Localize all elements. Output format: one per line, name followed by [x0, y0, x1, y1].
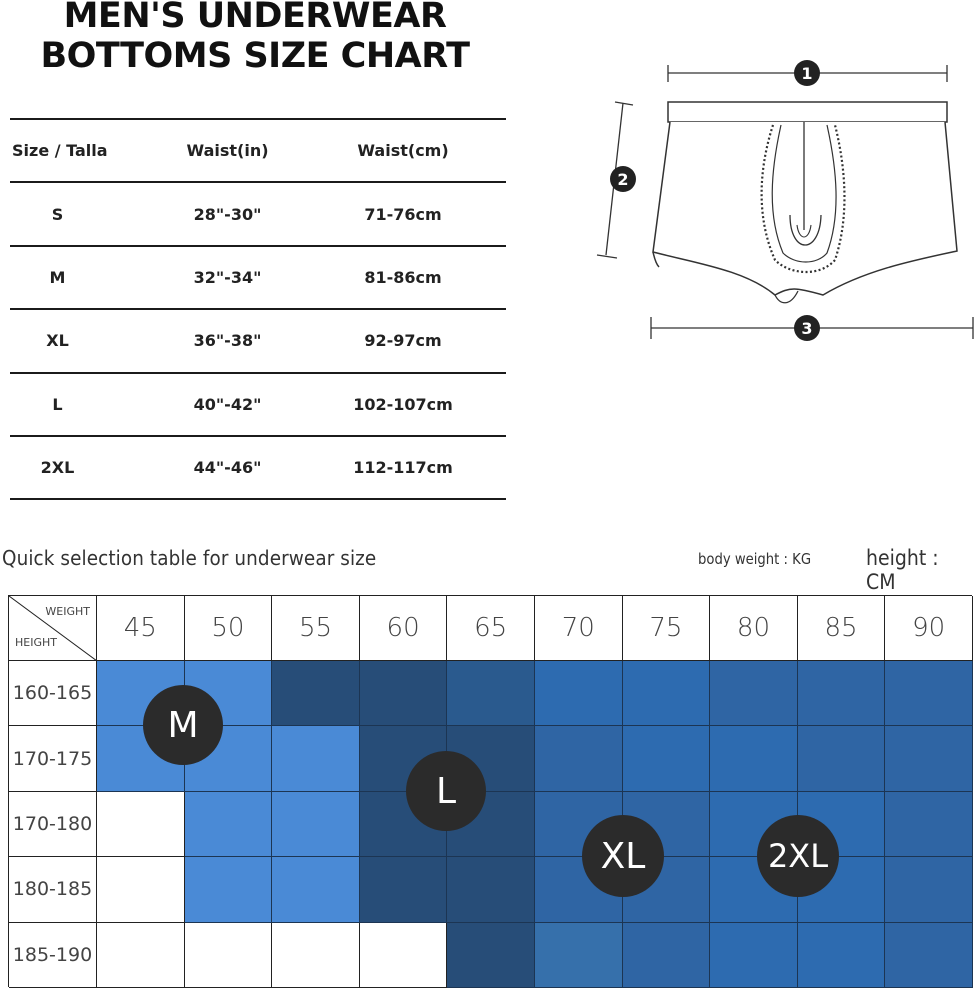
weight-header-cell: 75 [623, 596, 711, 661]
grid-cell [97, 923, 185, 988]
corner-weight-label: WEIGHT [45, 605, 90, 618]
waist-cm-cell: 112-117cm [300, 436, 506, 499]
grid-cell [885, 792, 973, 857]
size-cell: S [10, 182, 155, 245]
table-row [10, 309, 506, 372]
size-cell: 2XL [10, 436, 155, 499]
waist-cm-cell: 92-97cm [300, 309, 506, 372]
waist-cm-cell: 102-107cm [300, 373, 506, 436]
size-table [10, 118, 506, 500]
table-row [10, 436, 506, 499]
size-badge-2xl: 2XL [757, 815, 839, 897]
height-header-cell: 180-185 [9, 857, 97, 922]
grid-cell [97, 857, 185, 922]
underwear-diagram-icon [595, 55, 975, 355]
weight-header-cell: 45 [97, 596, 185, 661]
header-waist-cm: Waist(cm) [300, 119, 506, 182]
quick-selection-grid [8, 595, 972, 987]
height-header-cell: 160-165 [9, 661, 97, 726]
waist-in-cell: 44"-46" [155, 436, 300, 499]
weight-header-cell: 65 [447, 596, 535, 661]
grid-cell [360, 661, 448, 726]
weight-header-cell: 85 [798, 596, 886, 661]
grid-cell [535, 923, 623, 988]
weight-header-cell: 70 [535, 596, 623, 661]
weight-header-cell: 55 [272, 596, 360, 661]
chart-title-line-2: BOTTOMS SIZE CHART [40, 36, 470, 76]
corner-height-label: HEIGHT [15, 636, 57, 649]
waist-in-cell: 32"-34" [155, 246, 300, 309]
table-row [10, 246, 506, 309]
grid-cell [272, 661, 360, 726]
height-header-cell: 185-190 [9, 923, 97, 988]
grid-cell [272, 923, 360, 988]
grid-cell [447, 857, 535, 922]
marker-2: 2 [617, 170, 629, 189]
grid-cell [272, 726, 360, 791]
waist-in-cell: 36"-38" [155, 309, 300, 372]
grid-cell [535, 726, 623, 791]
grid-cell [623, 726, 711, 791]
weight-header-cell: 90 [885, 596, 973, 661]
grid-cell [885, 661, 973, 726]
grid-cell [185, 792, 273, 857]
grid-cell [798, 726, 886, 791]
grid-cell [185, 923, 273, 988]
weight-header-cell: 60 [360, 596, 448, 661]
waist-in-cell: 28"-30" [155, 182, 300, 245]
grid-cell [710, 923, 798, 988]
table-row [10, 182, 506, 245]
marker-3: 3 [801, 319, 813, 338]
waist-cm-cell: 71-76cm [300, 182, 506, 245]
grid-cell [535, 661, 623, 726]
chart-title-line-1: MEN'S UNDERWEAR [63, 0, 447, 36]
size-cell: XL [10, 309, 155, 372]
grid-cell [360, 857, 448, 922]
waist-in-cell: 40"-42" [155, 373, 300, 436]
grid-cell [798, 661, 886, 726]
grid-cell [710, 726, 798, 791]
height-unit-label: height : CM [866, 546, 939, 594]
grid-cell [710, 661, 798, 726]
waist-cm-cell: 81-86cm [300, 246, 506, 309]
size-badge-l: L [406, 751, 486, 831]
grid-cell [447, 661, 535, 726]
weight-header-cell: 50 [185, 596, 273, 661]
height-header-cell: 170-175 [9, 726, 97, 791]
quick-selection-title: Quick selection table for underwear size [2, 546, 377, 570]
height-header-cell: 170-180 [9, 792, 97, 857]
header-size: Size / Talla [10, 119, 155, 182]
grid-cell [185, 857, 273, 922]
size-table-header-row [10, 119, 506, 182]
size-cell: L [10, 373, 155, 436]
marker-1: 1 [801, 64, 813, 83]
table-row [10, 373, 506, 436]
grid-cell [360, 923, 448, 988]
grid-cell [447, 923, 535, 988]
grid-corner-cell [9, 596, 97, 661]
grid-cell [798, 923, 886, 988]
grid-cell [885, 726, 973, 791]
grid-cell [623, 661, 711, 726]
size-cell: M [10, 246, 155, 309]
weight-unit-label: body weight : KG [698, 550, 812, 568]
size-badge-m: M [143, 685, 223, 765]
size-badge-xl: XL [582, 815, 664, 897]
grid-cell [623, 923, 711, 988]
grid-cell [885, 923, 973, 988]
header-waist-in: Waist(in) [155, 119, 300, 182]
weight-header-cell: 80 [710, 596, 798, 661]
grid-cell [97, 792, 185, 857]
grid-cell [272, 792, 360, 857]
grid-cell [272, 857, 360, 922]
grid-cell [885, 857, 973, 922]
chart-title [20, 0, 490, 76]
